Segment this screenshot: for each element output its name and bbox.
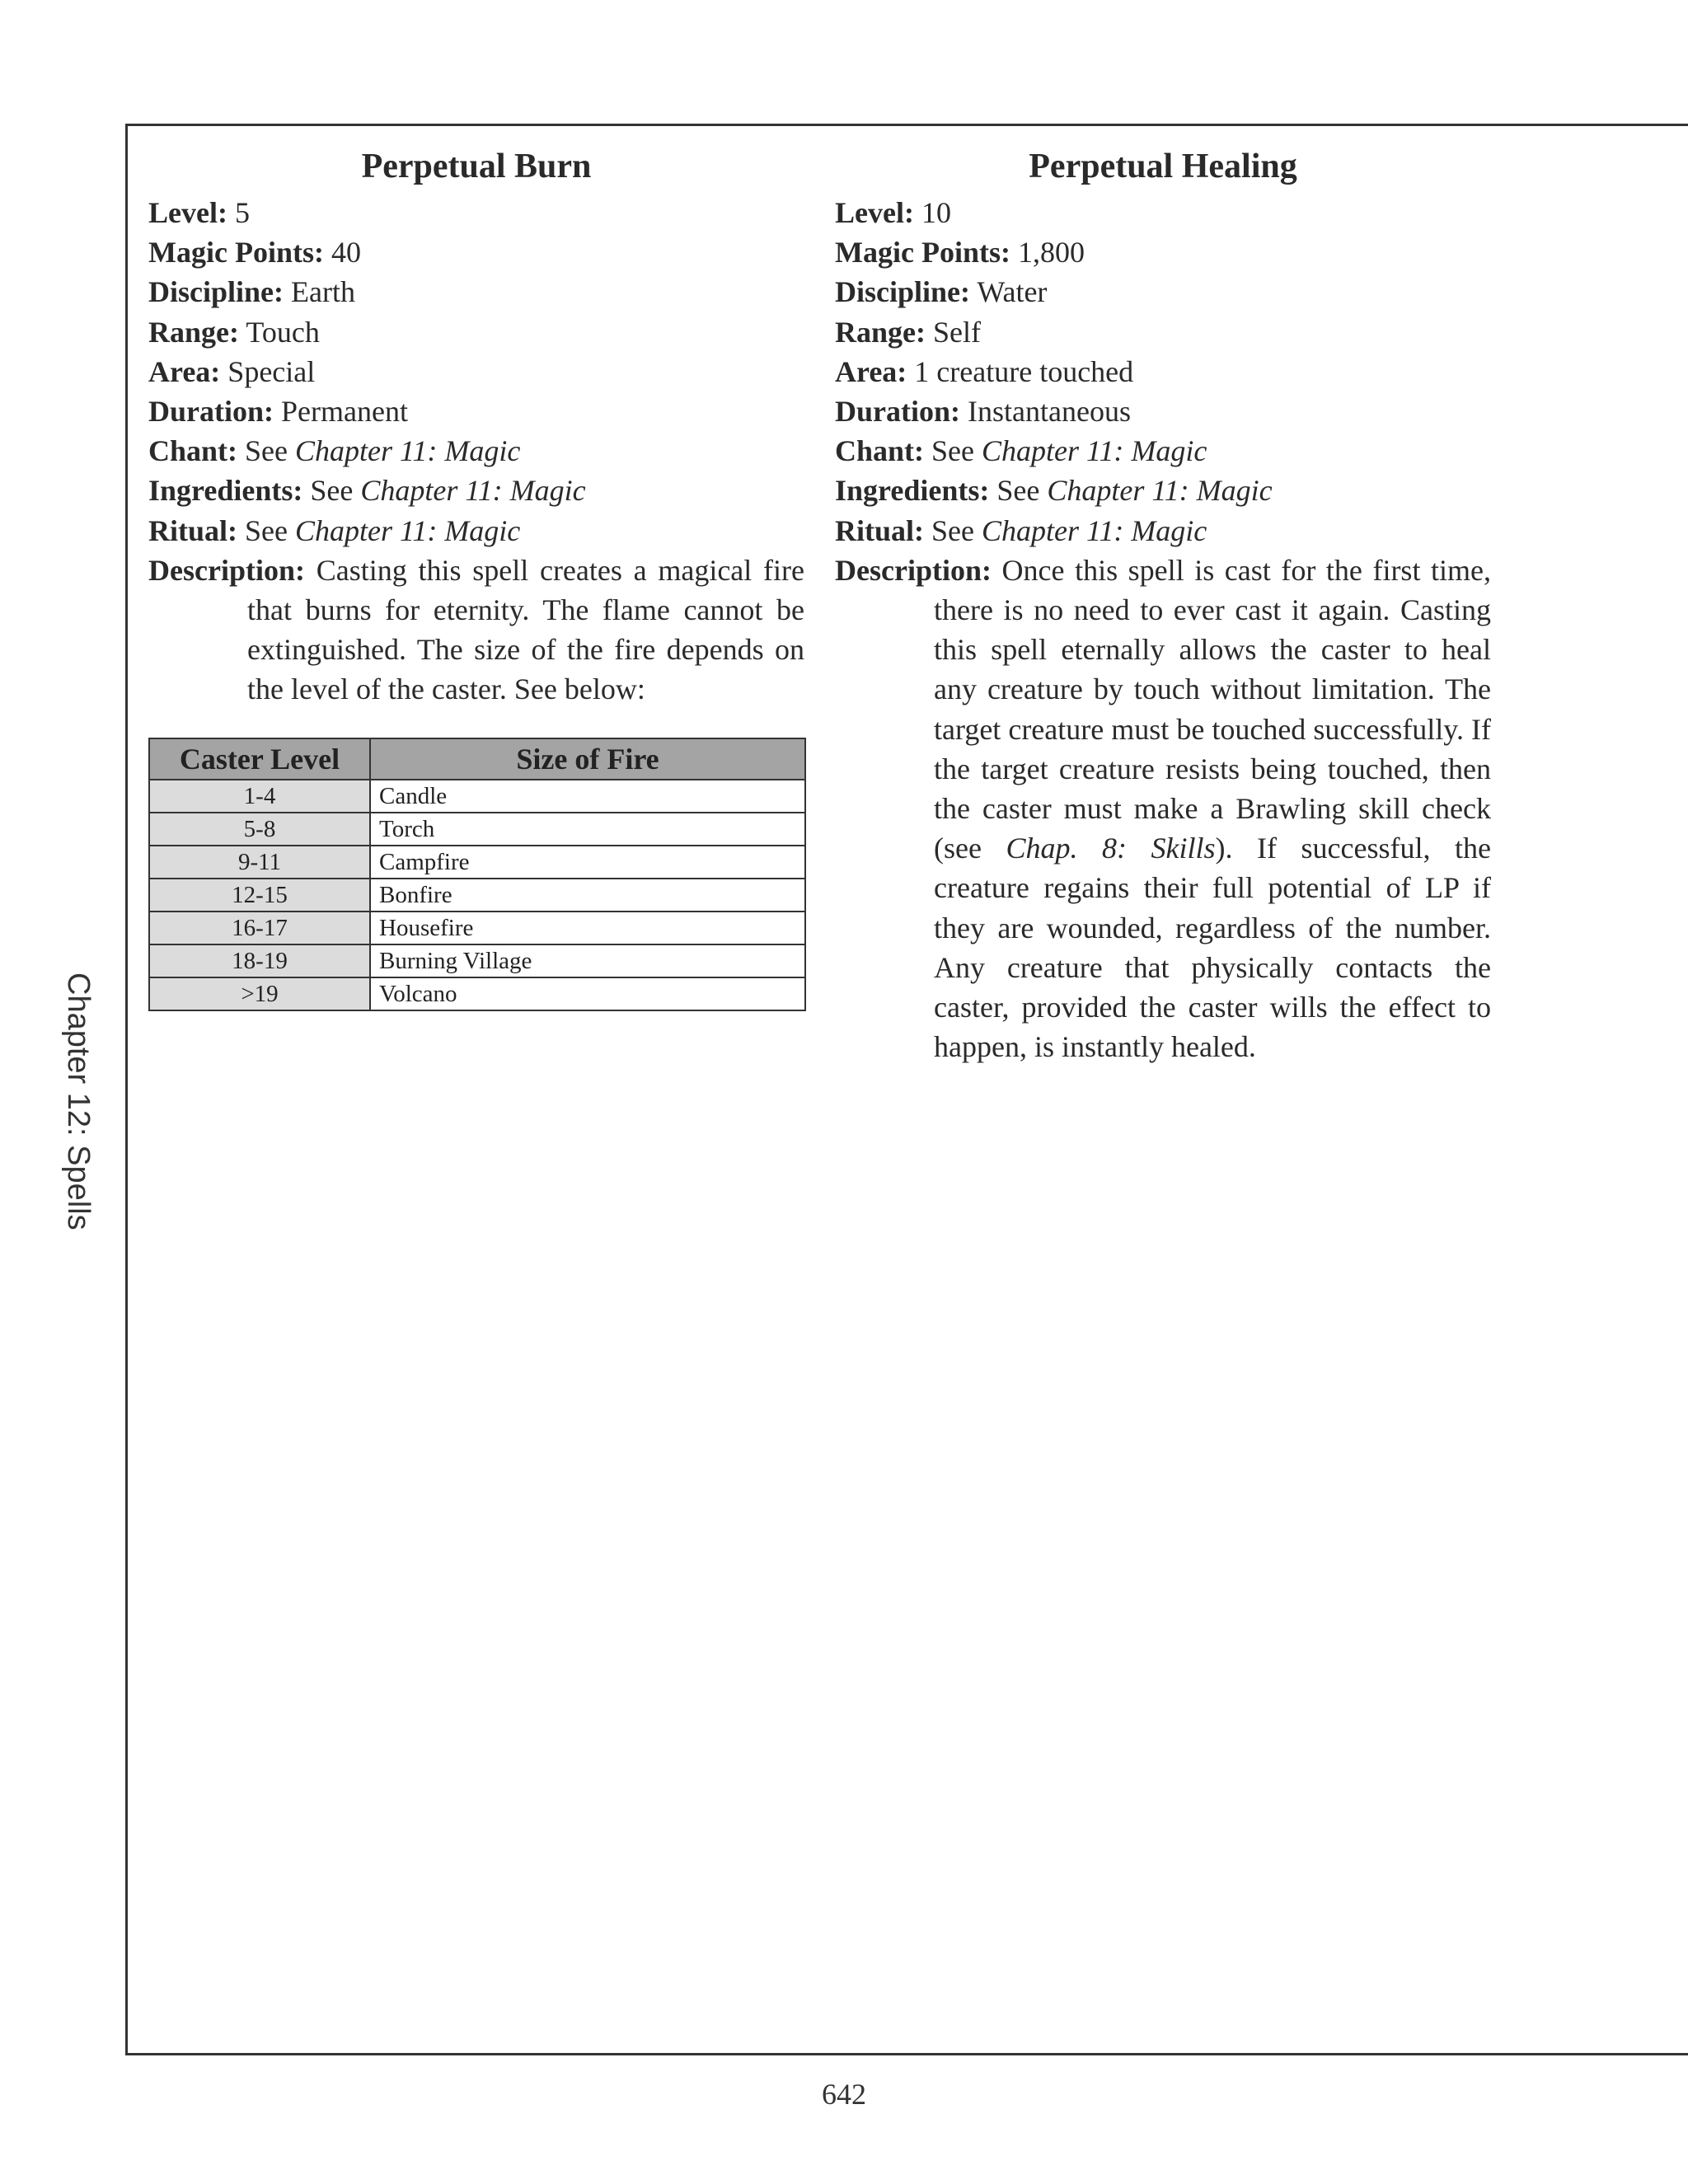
table-row [149,813,805,846]
table-row [149,780,805,813]
field-label: Area: [835,354,907,388]
field-label: Magic Points: [148,236,324,269]
chapter-reference: Chapter 11: Magic [981,513,1207,547]
spell-range [148,312,804,352]
field-label: Ritual: [148,513,237,547]
spell-duration [148,391,804,431]
caster-level-cell: 18-19 [149,944,370,977]
field-value: 1 creature touched [914,354,1134,388]
spell-discipline [835,272,1491,312]
spell-ritual [148,511,804,551]
field-label: Description: [148,553,305,587]
chapter-reference: Chapter 11: Magic [982,434,1207,468]
field-see: See [245,513,288,547]
table-row [149,846,805,879]
description-text: Casting this spell creates a magical fire that burns for eternity. The flame cannot be extinguished. The size of the fire depends on the level of the caster. See below: [247,553,804,706]
column-header-caster-level: Caster Level [149,738,370,780]
field-label: Discipline: [148,275,284,309]
field-value: Earth [291,275,355,309]
spell-perpetual-burn [148,142,804,710]
chapter-side-label: Chapter 12: Spells [61,972,96,1230]
fire-size-cell: Bonfire [370,879,805,912]
table-row [149,912,805,944]
spell-ingredients [148,471,804,510]
spell-description [835,551,1491,1067]
fire-size-cell: Candle [370,780,805,813]
spell-ingredients [835,471,1491,510]
field-value: 1,800 [1017,236,1085,269]
spell-duration [835,391,1491,431]
field-see: See [996,474,1040,508]
spell-area [148,352,804,391]
spell-perpetual-healing [835,142,1491,1066]
chapter-reference: Chapter 11: Magic [295,434,521,468]
field-label: Range: [835,315,926,349]
spell-title: Perpetual Healing [1029,148,1297,185]
chapter-reference: Chapter 11: Magic [294,513,521,547]
field-see: See [931,434,975,468]
field-value: Self [933,315,981,349]
caster-level-cell: 9-11 [149,846,370,879]
field-value: 5 [234,196,250,229]
field-value: 40 [331,236,361,269]
fire-size-cell: Campfire [370,846,805,879]
field-label: Duration: [148,395,274,429]
field-value: Special [227,354,316,388]
field-label: Discipline: [835,275,971,309]
table-header-row [149,738,805,780]
fire-size-cell: Torch [370,813,805,846]
description-text: Once this spell is cast for the first time, there is no need to ever cast it again. Casting this spell eternally allows the caster to heal any creature by touch without limitation. The target creature must be touched successfully. If the target creature resists being touched, then the caster must make a Brawling skill check (see [934,553,1492,865]
field-value: Permanent [281,395,408,429]
fire-size-cell: Volcano [370,977,805,1010]
field-label: Area: [148,354,221,388]
field-label: Ingredients: [148,474,303,508]
chapter-reference: Chapter 11: Magic [1047,474,1273,508]
table-row [149,879,805,912]
spell-description [148,551,804,710]
field-label: Ingredients: [835,474,990,508]
caster-level-cell: 16-17 [149,912,370,944]
column-header-size-of-fire: Size of Fire [370,738,805,780]
skills-reference: Chap. 8: Skills [1006,832,1216,865]
field-label: Level: [835,196,914,229]
field-label: Magic Points: [835,236,1010,269]
caster-level-cell: 5-8 [149,813,370,846]
spell-ritual [835,511,1491,551]
field-label: Description: [835,553,992,587]
spell-chant [835,431,1491,471]
field-value: 10 [921,196,951,229]
description-text-continued: ). If successful, the creature regains their full potential of LP if they are wounded, regardless of the number. Any creature that physically contacts the caster, provided the caster wills the effect to happen, is instantly healed. [934,832,1491,1064]
spell-chant [148,431,804,471]
spell-title: Perpetual Burn [361,148,592,185]
caster-level-cell: 12-15 [149,879,370,912]
field-see: See [931,513,974,547]
field-label: Range: [148,315,239,349]
page-number: 642 [822,2078,866,2111]
spell-discipline [148,272,804,312]
fire-size-cell: Burning Village [370,944,805,977]
field-see: See [310,474,354,508]
table-row [149,977,805,1010]
field-value: Touch [246,315,320,349]
spell-area [835,352,1491,391]
fire-size-table [148,738,806,1011]
field-label: Ritual: [835,513,924,547]
field-label: Level: [148,196,227,229]
spell-level [835,193,1491,232]
table-row [149,944,805,977]
chapter-reference: Chapter 11: Magic [360,474,586,508]
caster-level-cell: >19 [149,977,370,1010]
spell-magic-points [835,232,1491,272]
field-see: See [245,434,288,468]
field-label: Chant: [148,434,238,468]
field-value: Water [977,275,1048,309]
field-value: Instantaneous [968,395,1131,429]
field-label: Chant: [835,434,925,468]
fire-size-cell: Housefire [370,912,805,944]
spell-range [835,312,1491,352]
caster-level-cell: 1-4 [149,780,370,813]
spell-magic-points [148,232,804,272]
spell-level [148,193,804,232]
field-label: Duration: [835,395,960,429]
